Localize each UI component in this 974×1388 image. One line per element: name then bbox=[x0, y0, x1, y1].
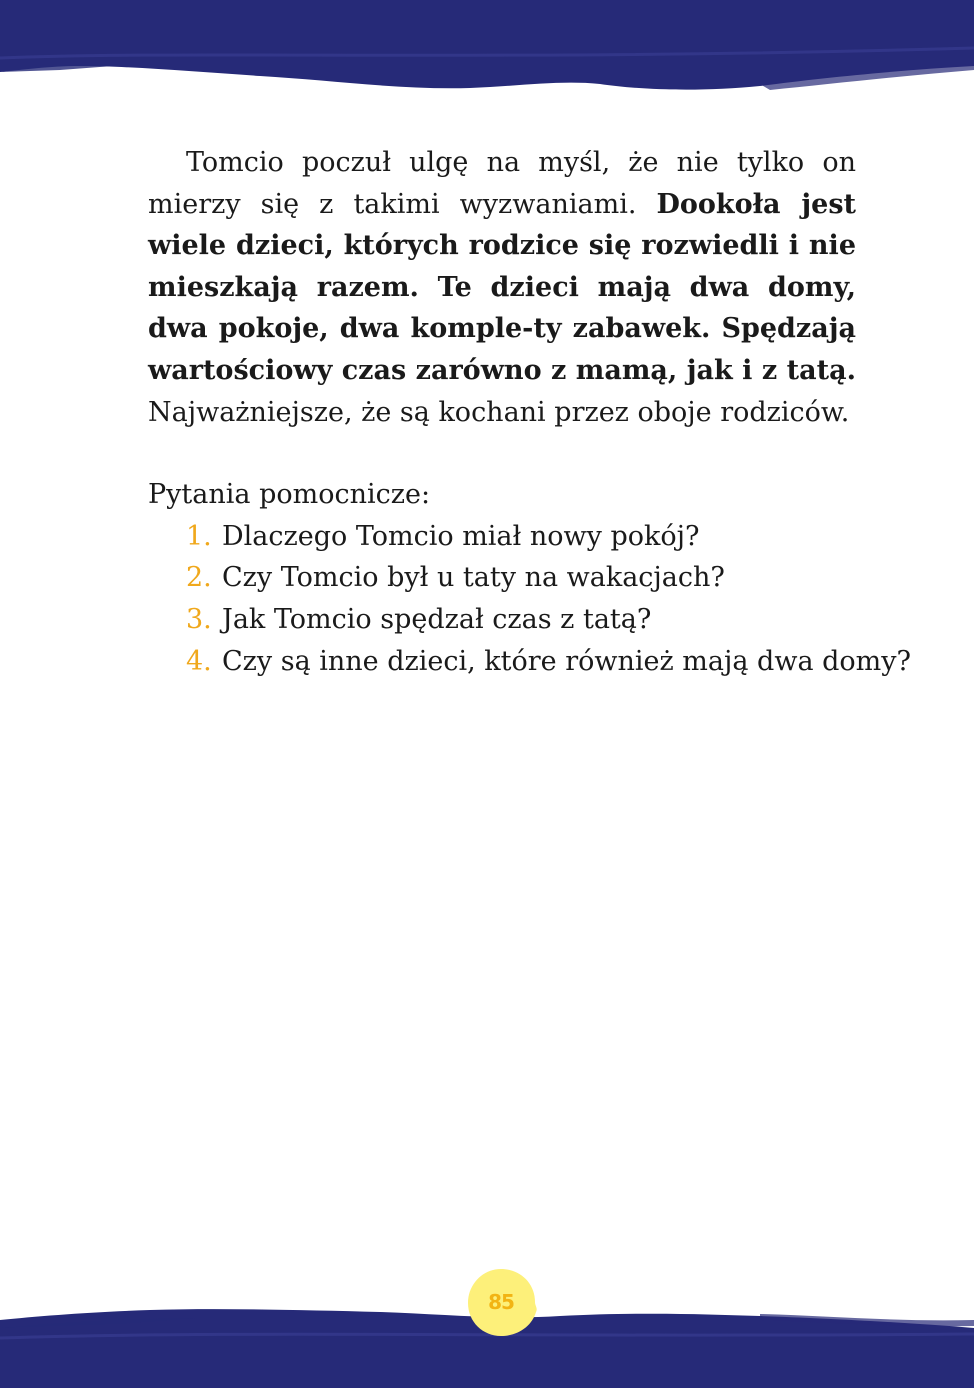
question-number: 1. bbox=[186, 520, 212, 552]
question-item bbox=[186, 641, 911, 683]
question-number: 4. bbox=[186, 645, 212, 677]
questions-heading: Pytania pomocnicze: bbox=[148, 479, 431, 511]
question-text: Czy Tomcio był u taty na wakacjach? bbox=[222, 562, 725, 594]
question-item bbox=[186, 557, 856, 599]
question-text: Czy są inne dzieci, które również mają dwa domy? bbox=[222, 645, 911, 677]
question-number: 2. bbox=[186, 562, 212, 594]
main-content bbox=[148, 142, 911, 682]
question-text: Dlaczego Tomcio miał nowy pokój? bbox=[222, 520, 700, 552]
question-number: 3. bbox=[186, 603, 212, 635]
question-item bbox=[186, 516, 856, 558]
question-list bbox=[148, 516, 911, 682]
top-decorative-band bbox=[0, 0, 974, 100]
story-paragraph bbox=[148, 142, 856, 433]
page-number: 85 bbox=[488, 1290, 514, 1314]
question-item bbox=[186, 599, 856, 641]
paragraph-text-1: Tomcio poczuł ulgę na myśl, że nie tylko on mierzy się z takimi wyzwaniami. bbox=[148, 147, 856, 220]
question-text: Jak Tomcio spędzał czas z tatą? bbox=[222, 603, 652, 635]
paragraph-text-2: Najważniejsze, że są kochani przez oboje rodziców. bbox=[148, 396, 850, 428]
page-badge bbox=[468, 1268, 538, 1338]
paragraph-bold-text: Dookoła jest wiele dzieci, których rodzice się rozwiedli i nie mieszkają razem. Te dzieci mają dwa domy, dwa pokoje, dwa komple-ty zabawek. Spędzają wartościowy czas zarówno z mamą, jak i z tatą. bbox=[148, 188, 856, 386]
